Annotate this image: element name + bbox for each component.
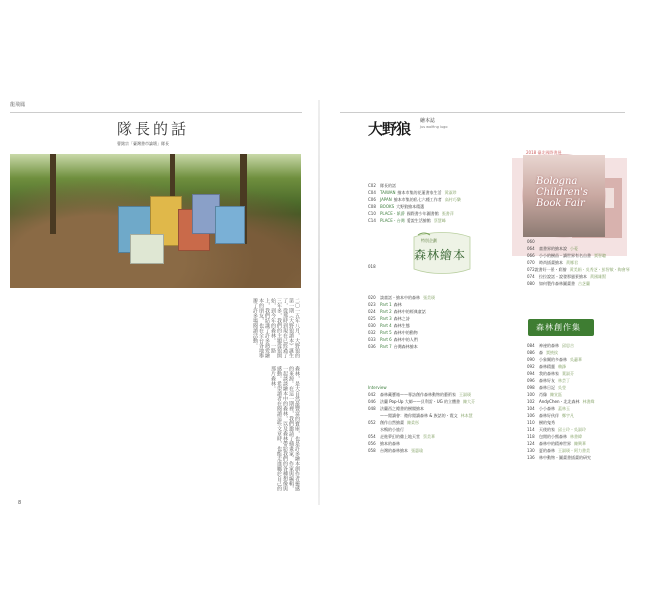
toc-row — [527, 384, 627, 391]
toc-row — [527, 377, 627, 384]
toc-page-number: 102 — [527, 399, 535, 404]
toc-entry-title: 夏的森林 — [539, 448, 555, 453]
toc-page-number: 023 — [368, 302, 376, 307]
toc-row — [527, 280, 627, 287]
toc-page-number: 020 — [368, 295, 376, 300]
toc-entry-title: 我的森林家 — [539, 371, 559, 376]
toc-author: 邱思吉 — [562, 343, 574, 348]
byline: 曹銘宗「臺灣書市論壇」隊長 — [117, 141, 169, 146]
toc-entry-title: 台灣森林繪本 — [393, 344, 418, 349]
toc-row — [368, 329, 518, 336]
toc-entry-title: 森林好伙伴 — [539, 413, 559, 418]
toc-row — [527, 273, 627, 280]
toc-author: 吳蕙華 — [570, 357, 582, 362]
toc-page-number: 130 — [527, 448, 535, 453]
toc-author: 賈智聰 — [594, 253, 606, 258]
toc-entry-title: ——閱讀會：邀你閱讀森林 & 族話的・霞文 — [380, 413, 458, 418]
toc-author: 賴鋒 — [558, 364, 566, 369]
toc-author: 黃淑珍 — [444, 190, 457, 195]
toc-page-number: 074 — [527, 274, 535, 279]
toc-page-number: 106 — [527, 413, 535, 418]
toc-page-number: 098 — [527, 385, 535, 390]
toc-author: 陳大芬 — [463, 399, 476, 404]
section-tag: 龍飛鳳 — [10, 102, 26, 108]
left-header-rule — [10, 112, 302, 113]
toc-row — [527, 440, 627, 447]
toc-row — [527, 433, 627, 440]
toc-page-number: C06 — [368, 197, 376, 202]
toc-entry-title: 森 — [539, 350, 543, 355]
toc-row — [368, 405, 518, 412]
toc-page-number: 024 — [368, 309, 376, 314]
toc-page-number: 090 — [527, 357, 535, 362]
toc-page-number: 092 — [527, 364, 535, 369]
toc-page-number: 064 — [527, 246, 535, 251]
toc-entry-title: 創作自然繪畫 — [380, 420, 404, 425]
toc-entry-title: AndyChen・北北森林 — [539, 399, 580, 404]
toc-interview-list — [368, 384, 518, 454]
toc-page-number: 025 — [368, 316, 376, 321]
toc-author: 林芸丁 — [558, 378, 570, 383]
toc-right-list — [527, 238, 630, 287]
toc-row — [527, 356, 627, 363]
toc-page-number: 060 — [527, 239, 535, 244]
toc-entry-title: 台灣的森林繪本 — [380, 448, 408, 453]
toc-row — [368, 412, 518, 419]
toc-row — [527, 245, 627, 252]
fair-arc-text: 2018 臺北國際書展 — [526, 150, 562, 155]
toc-entry-title: 肖像 — [539, 392, 547, 397]
page-title: 隊長的話 — [117, 120, 190, 138]
toc-row — [527, 259, 627, 266]
toc-row — [368, 182, 508, 189]
toc-entry-title: 談童話・繪本中的森林 — [380, 295, 420, 300]
toc-row — [368, 196, 508, 203]
toc-row — [527, 252, 627, 259]
toc-tag: Part 1 — [380, 302, 392, 307]
article-body-bottom: 森林，是大自然最豐富的寶庫，也是許多繪本創作者靈感的來源。在這一期裡，我們邀請了插畫家、作家與編輯，一起談談繪本中的森林，以及森林帶給我們的各種想像與感動。希望讀者在閱讀這些文章時，也能走進屬於自己的那片森林。 — [270, 366, 300, 491]
toc-author: 黃美娟・吳秀芝・彭智敏・陶會琴 — [569, 267, 630, 272]
toc-row — [368, 343, 518, 350]
toc-page-number: C10 — [368, 211, 376, 216]
toc-author: 張書萍 — [441, 211, 454, 216]
magazine-subtitle: 繪本誌 — [420, 118, 436, 124]
toc-tag: Part 7 — [380, 344, 392, 349]
toc-author: 王淑瑛・阿力書美 — [558, 448, 590, 453]
toc-entry-title: 森林生態 — [393, 323, 410, 328]
toc-row — [368, 391, 518, 398]
toc-tag: TAIWAN — [380, 190, 396, 195]
toc-row — [368, 322, 518, 329]
toc-page-number: 084 — [527, 343, 535, 348]
toc-entry-title: 時尚插畫繪本 — [539, 260, 563, 265]
toc-entry-title: 繪本市集的花蓮書家生活 — [397, 190, 442, 195]
toc-author: 蔡慧峰 — [433, 218, 446, 223]
toc-page-number: 048 — [368, 406, 376, 411]
toc-author: 邱士玲・吳淑玲 — [558, 427, 586, 432]
toc-tag: Part 5 — [380, 330, 392, 335]
toc-entry-title: 愛說生活繪館 — [406, 218, 431, 223]
toc-entry-title: 小小的樹苗・讀世界有名自書 — [539, 253, 591, 258]
section-banner-text: 森林創作集 — [536, 323, 581, 332]
toc-tag: Part 6 — [380, 337, 392, 342]
toc-author: 黃娜君 — [566, 260, 578, 265]
magazine-subtitle-en: Jus wolfing lugo — [420, 125, 448, 129]
toc-page-number: 054 — [368, 434, 376, 439]
article-body-top: 二〇一五年八月，大野狼的第一期《大野狼讀本》誕生了，從那時到現在已經過了三年多，我們的主題從狼開始，到今年的森林。一路上，我們結識了許多熱愛繪本的朋友，也在全台各地舉辦了許多場閱讀活動。 — [252, 298, 300, 358]
toc-author: 林書緯 — [570, 434, 582, 439]
toc-page-number: 066 — [527, 253, 535, 258]
toc-row — [527, 405, 627, 412]
toc-entry-title: 森林好友 — [539, 378, 555, 383]
toc-page-number: C14 — [368, 218, 376, 223]
toc-row — [368, 203, 508, 210]
toc-page-number: 136 — [527, 455, 535, 460]
toc-author: 陳柔彤 — [407, 420, 419, 425]
toc-author: 賈綾紋 — [546, 350, 558, 355]
toc-row — [368, 308, 518, 315]
toc-author: 蔡美華 — [423, 434, 435, 439]
toc-entry-title: 森林藏寶箱——專訪創作森林動物的藝術家 — [380, 392, 456, 397]
toc-row — [527, 342, 627, 349]
book-spine — [318, 100, 320, 505]
toc-page-number: 110 — [527, 420, 535, 425]
toc-feature-page: 018 — [368, 264, 376, 269]
toc-entry-title: 森林精靈 — [539, 364, 555, 369]
toc-page-number: 042 — [368, 392, 376, 397]
tree-trunk — [50, 154, 56, 234]
toc-row — [368, 189, 508, 196]
feature-subtitle: 特別企劃 — [421, 238, 437, 243]
toc-author: 古芝蘭 — [578, 281, 590, 286]
toc-row — [527, 398, 627, 405]
toc-entry-title: 森林中的動物 — [393, 330, 418, 335]
toc-entry-title: 林中動物・圖畫書插畫的研究 — [539, 455, 591, 460]
toc-page-number: 114 — [527, 427, 535, 432]
toc-row — [368, 433, 518, 440]
toc-page-number: 046 — [368, 399, 376, 404]
toc-row — [527, 370, 627, 377]
toc-row — [368, 447, 518, 454]
toc-page-number: C02 — [368, 183, 376, 188]
toc-entry-title: 法蘭西之總書的樹閣繪本 — [380, 406, 424, 411]
toc-row — [527, 447, 627, 454]
forest-photo — [10, 154, 301, 288]
toc-page-number: C08 — [368, 204, 376, 209]
toc-entry-title: 森林 — [393, 302, 402, 307]
toc-entry-title: 森林中的人們 — [393, 337, 418, 342]
toc-page-number: 058 — [368, 448, 376, 453]
toc-tag: PLACE・紙爵 — [380, 211, 405, 216]
fair-title: Bologna Children's Book Fair — [536, 176, 588, 209]
toc-author: 王淑瑛 — [459, 392, 471, 397]
toc-tag: Part 2 — [380, 309, 392, 314]
toc-row — [368, 210, 508, 217]
toc-entry-title: 大野狼繪本精選 — [396, 204, 425, 209]
toc-page-number: 030 — [368, 323, 376, 328]
toc-page-number: 086 — [527, 350, 535, 355]
toc-entry-title: 小小森林 — [539, 406, 555, 411]
section-interview-label: Interview — [368, 385, 387, 390]
toc-row — [368, 336, 518, 343]
right-header-rule — [340, 112, 625, 113]
toc-row — [527, 363, 627, 370]
toc-entry-title: 繪本的森林 — [380, 441, 400, 446]
toc-row — [368, 315, 518, 322]
toc-author: 陳宣鈺 — [550, 392, 562, 397]
book-cover — [130, 234, 164, 264]
toc-entry-title: 森林之詩 — [393, 316, 410, 321]
toc-author: 高村巧樂 — [444, 197, 461, 202]
toc-author: 林本慧 — [460, 413, 473, 418]
toc-entry-title: 國際書少年圖書館 — [406, 211, 439, 216]
toc-entry-title: 包閒的小熊森林 — [539, 434, 567, 439]
page-number: 8 — [18, 500, 22, 506]
toc-top — [368, 182, 508, 224]
toc-entry-title: 說書好一景・彩繪 — [534, 267, 567, 272]
toc-page-number: 056 — [368, 441, 376, 446]
toc-page-number: 104 — [527, 406, 535, 411]
toc-tag: BOOKS — [380, 204, 395, 209]
toc-tag: Part 4 — [380, 323, 392, 328]
toc-entry-title: 繪本市集的私七六種工作者 — [393, 197, 442, 202]
toc-page-number: 096 — [527, 378, 535, 383]
toc-row — [527, 349, 627, 356]
toc-author: 黃國雄賢 — [590, 274, 606, 279]
toc-page-number: 072 — [527, 267, 535, 272]
toc-entry-title: 法蘭 Pop-Up 大師——貝利雷・UG 的立體書 — [380, 399, 461, 404]
toc-entry-title: 水鴨的小旅行 — [380, 427, 404, 432]
toc-page-number: 036 — [368, 344, 376, 349]
toc-entry-title: 拉拉說話・說發那風景繪本 — [539, 274, 587, 279]
toc-page-number: 118 — [527, 434, 535, 439]
book-cover — [215, 206, 245, 244]
toc-right-list-2 — [527, 342, 627, 461]
toc-row — [527, 266, 630, 273]
toc-tag: JAPAN — [380, 197, 392, 202]
toc-row — [527, 419, 627, 426]
toc-row — [368, 301, 518, 308]
toc-row — [527, 412, 627, 419]
toc-page-number: 052 — [368, 420, 376, 425]
toc-author: 小菱 — [570, 246, 578, 251]
toc-entry-title: 小象爾的多森林 — [539, 357, 567, 362]
toc-page-number: 070 — [527, 260, 535, 265]
toc-row — [368, 217, 508, 224]
toc-author: 蓋林玉 — [558, 406, 570, 411]
toc-page-number: 094 — [527, 371, 535, 376]
toc-entry-title: 走進夢幻的雞上地天堂 — [380, 434, 420, 439]
toc-row — [527, 454, 627, 461]
toc-row — [368, 426, 518, 433]
toc-tag: Part 3 — [380, 316, 392, 321]
toc-page-number: 032 — [368, 330, 376, 335]
toc-entry-title: 如何製作森林圖畫書 — [539, 281, 575, 286]
toc-author: 陳興華 — [574, 441, 586, 446]
toc-row — [527, 426, 627, 433]
toc-row — [527, 391, 627, 398]
toc-page-number: 124 — [527, 441, 535, 446]
toc-entry-title: 森林日記 — [539, 385, 555, 390]
feature-title: 森林繪本 — [414, 248, 467, 262]
toc-entry-title: 隊長的話 — [380, 183, 396, 188]
toc-entry-title: 天使的家 — [539, 427, 555, 432]
toc-entry-title: 神祕的森林 — [539, 343, 559, 348]
toc-entry-title: 森林中的經典童話 — [393, 309, 426, 314]
toc-entry-title: 樹的鬼秀 — [539, 420, 555, 425]
toc-author: 林書緯 — [582, 399, 595, 404]
toc-page-number: C04 — [368, 190, 376, 195]
toc-page-number: 033 — [368, 337, 376, 342]
toc-author: 葉淑芬 — [562, 371, 574, 376]
toc-author: 張惠瑜 — [411, 448, 423, 453]
toc-author: 吳瑩 — [558, 385, 566, 390]
toc-row — [368, 419, 518, 426]
toc-author: 鄭宇凡 — [562, 413, 574, 418]
toc-entry-title: 森林中的精神世界 — [539, 441, 571, 446]
toc-row — [368, 294, 518, 301]
toc-tag: PLACE・台灣 — [380, 218, 405, 223]
toc-entry-title: 童書界的繪本說 — [539, 246, 567, 251]
toc-page-number: 080 — [527, 281, 535, 286]
toc-page-number: 100 — [527, 392, 535, 397]
magazine-logo: 大野狼 — [368, 120, 411, 138]
toc-feature-list — [368, 294, 518, 350]
toc-row — [368, 440, 518, 447]
toc-row — [527, 238, 627, 245]
toc-author: 張美瑛 — [423, 295, 435, 300]
toc-row — [368, 398, 518, 405]
